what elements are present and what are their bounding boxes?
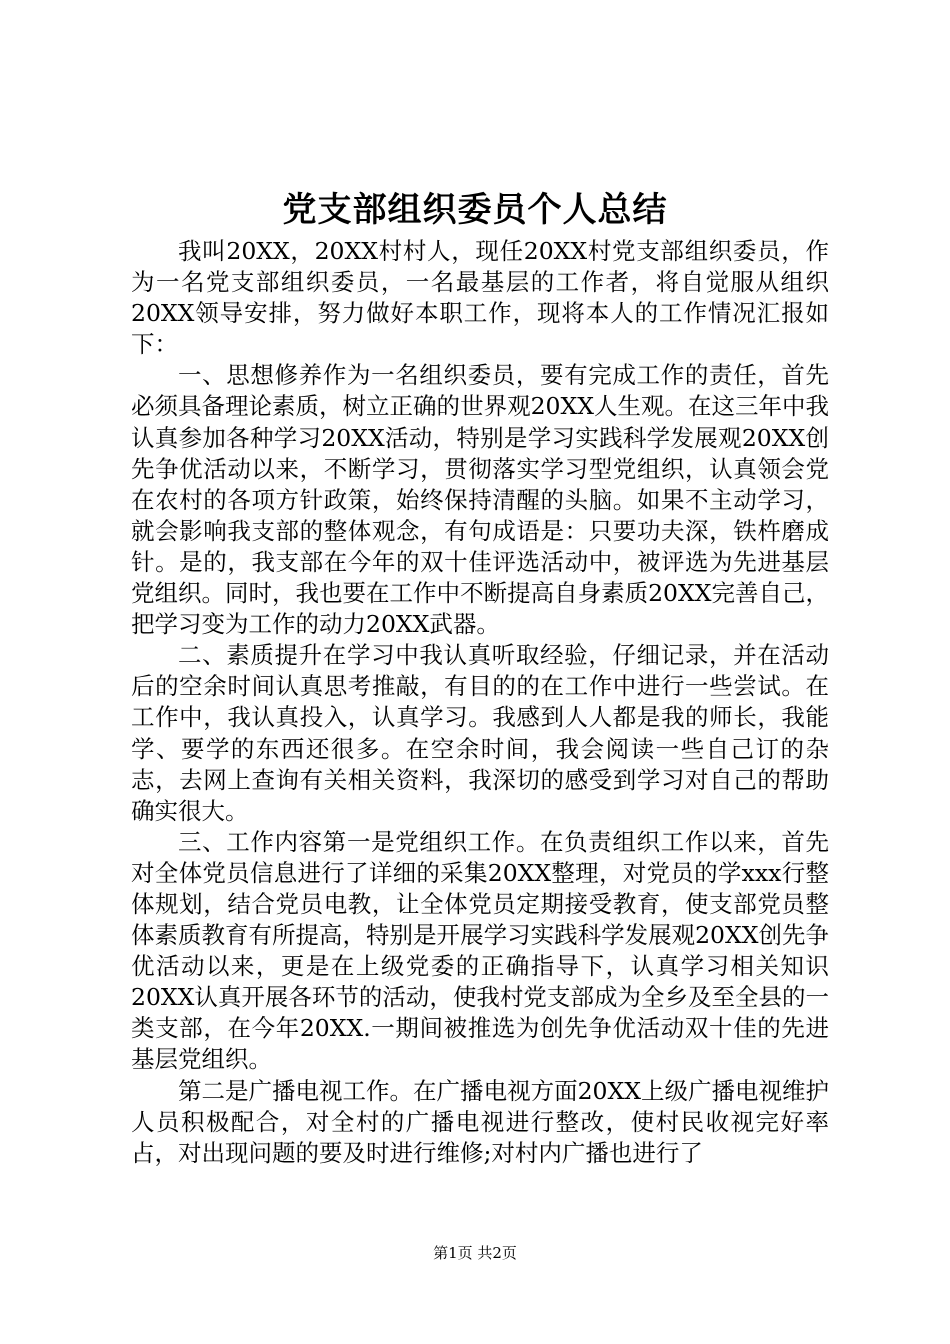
document-body — [131, 236, 829, 1169]
page-footer: 第1页 共2页 — [433, 1244, 517, 1262]
paragraph-section-3-part-2: 第二是广播电视工作。在广播电视方面20XX上级广播电视维护人员积极配合，对全村的广播电视进行整改，使村民收视完好率占，对出现问题的要及时进行维修;对村内广播也进行了 — [131, 1076, 829, 1167]
paragraph-section-2: 二、素质提升在学习中我认真听取经验，仔细记录，并在活动后的空余时间认真思考推敲，有目的的在工作中进行一些尝试。在工作中，我认真投入，认真学习。我感到人人都是我的师长，我能学、要学的东西还很多。在空余时间，我会阅读一些自己订的杂志，去网上查询有关相关资料，我深切的感受到学习对自己的帮助确实很大。 — [131, 641, 829, 825]
paragraph-intro: 我叫20XX，20XX村村人，现任20XX村党支部组织委员，作为一名党支部组织委员，一名最基层的工作者，将自觉服从组织20XX领导安排，努力做好本职工作，现将本人的工作情况汇报如下： — [131, 237, 829, 359]
paragraph-section-3: 三、工作内容第一是党组织工作。在负责组织工作以来，首先对全体党员信息进行了详细的采集20XX整理，对党员的学xxx行整体规划，结合党员电教，让全体党员定期接受教育，使支部党员整体素质教育有所提高，特别是开展学习实践科学发展观20XX创先争优活动以来，更是在上级党委的正确指导下，认真学习相关知识20XX认真开展各环节的活动，使我村党支部成为全乡及至全县的一类支部，在今年20XX.一期间被推选为创先争优活动双十佳的先进基层党组织。 — [131, 827, 829, 1074]
paragraph-section-1: 一、思想修养作为一名组织委员，要有完成工作的责任，首先必须具备理论素质，树立正确的世界观20XX人生观。在这三年中我认真参加各种学习20XX活动，特别是学习实践科学发展观20XX创先争优活动以来，不断学习，贯彻落实学习型党组织，认真领会党在农村的各项方针政策，始终保持清醒的头脑。如果不主动学习，就会影响我支部的整体观念，有句成语是：只要功夫深，铁杵磨成针。是的，我支部在今年的双十佳评选活动中，被评选为先进基层党组织。同时，我也要在工作中不断提高自身素质20XX完善自己，把学习变为工作的动力20XX武器。 — [131, 361, 829, 639]
document-title: 党支部组织委员个人总结 — [282, 190, 668, 230]
